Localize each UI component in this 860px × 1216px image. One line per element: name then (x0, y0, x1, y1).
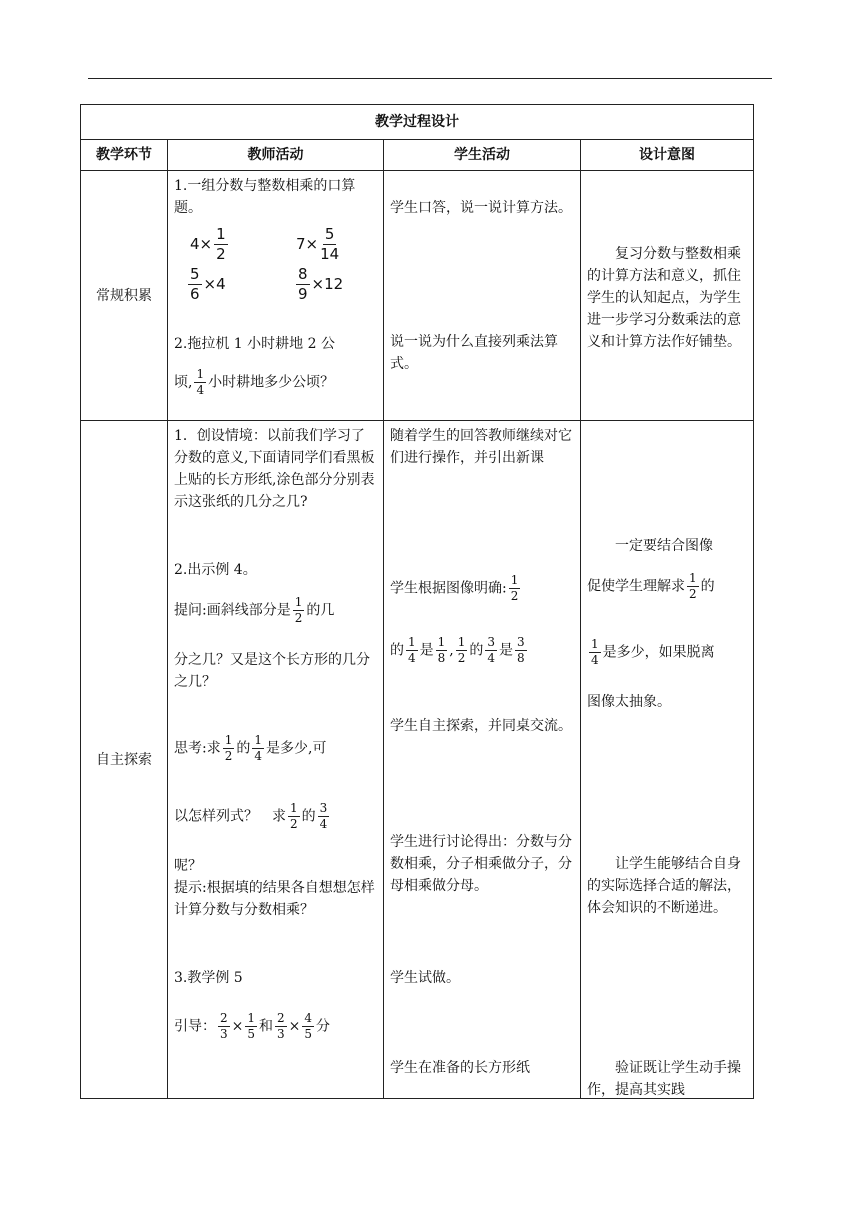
teacher-text: 提示:根据填的结果各自想想怎样计算分数与分数相乘？ (174, 880, 375, 918)
teacher-text: 以怎样列式？ 求 $\frac{1}{2}$ 的 $\frac{3}{4}$ (174, 801, 328, 831)
intent-text: $\frac{1}{4}$ 是多少，如果脱离 (591, 637, 715, 667)
lesson-design-table (80, 104, 754, 1099)
teacher-text: 1．创设情境：以前我们学习了分数的意义,下面请同学们看黑板上贴的长方形纸,涂色部分分别表示这张纸的几分之几? (174, 428, 375, 510)
student-text: 说一说为什么直接列乘法算式。 (390, 334, 558, 372)
teacher-text: 2.出示例 4。 (174, 562, 257, 578)
intent-text: 复习分数与整数相乘的计算方法和意义，抓住学生的认知起点，为学生进一步学习分数乘法的意义和计算方法作好铺垫。 (587, 246, 741, 350)
student-text: 的 $\frac{1}{4}$ 是 $\frac{1}{8}$ , $\frac{1}{2}$ 的 $\frac{3}{4}$ 是 $\frac{3}{8}$ (390, 635, 525, 665)
table-title: 教学过程设计 (81, 105, 754, 140)
oral-problem: 4× $\frac{1}{2}$ (190, 225, 226, 263)
student-text: 学生自主探索，并同桌交流。 (390, 718, 572, 734)
teacher-text: 2.拖拉机 1 小时耕地 2 公 (174, 336, 335, 352)
teacher-text: 3.教学例 5 (174, 970, 243, 986)
header-stage: 教学环节 (81, 140, 168, 171)
header-rule (88, 78, 772, 79)
student-text: 学生进行讨论得出：分数与分数相乘，分子相乘做分子，分母相乘做分母。 (390, 834, 572, 894)
student-activity-cell (384, 421, 581, 1099)
student-text: 学生根据图像明确: $\frac{1}{2}$ (390, 573, 519, 603)
oral-problem: $\frac{8}{9}$ ×12 (298, 265, 344, 303)
intent-text: 一定要结合图像 (615, 538, 713, 554)
teacher-text: 1.一组分数与整数相乘的口算题。 (174, 178, 356, 216)
header-intent: 设计意图 (581, 140, 754, 171)
oral-problem: 7× $\frac{5}{14}$ (296, 225, 340, 263)
teacher-text: 思考:求 $\frac{1}{2}$ 的 $\frac{1}{4}$ 是多少,可 (174, 733, 327, 763)
design-intent-cell (581, 421, 754, 1099)
student-text: 学生试做。 (390, 970, 460, 986)
design-intent-cell (581, 171, 754, 421)
teacher-text: 顷, $\frac{1}{4}$ 小时耕地多少公顷？ (174, 367, 335, 397)
teacher-activity-cell (168, 421, 384, 1099)
teacher-text: 提问:画斜线部分是 $\frac{1}{2}$ 的几 (174, 595, 335, 625)
intent-text: 图像太抽象。 (587, 694, 671, 710)
teacher-text: 呢？ (174, 858, 202, 874)
stage-cell: 常规积累 (81, 171, 168, 421)
teacher-text: 分之几？又是这个长方形的几分之几？ (174, 652, 370, 690)
student-activity-cell (384, 171, 581, 421)
student-text: 学生在准备的长方形纸 (390, 1060, 530, 1076)
intent-text: 验证既让学生动手操作，提高其实践 (587, 1060, 741, 1098)
table-row (81, 171, 754, 421)
teacher-activity-cell (168, 171, 384, 421)
intent-text: 促使学生理解求 $\frac{1}{2}$ 的 (587, 571, 715, 601)
intent-text: 让学生能够结合自身的实际选择合适的解法，体会知识的不断递进。 (587, 856, 741, 916)
header-student: 学生活动 (384, 140, 581, 171)
student-text: 随着学生的回答教师继续对它们进行操作，并引出新课 (390, 428, 572, 466)
teacher-text: 引导： $\frac{2}{3}$ × $\frac{1}{5}$ 和 $\frac{2}{3}$ × $\frac{4}{5}$ 分 (174, 1011, 331, 1041)
table-row (81, 421, 754, 1099)
stage-cell: 自主探索 (81, 421, 168, 1099)
header-teacher: 教师活动 (168, 140, 384, 171)
student-text: 学生口答，说一说计算方法。 (390, 200, 572, 216)
oral-problem: $\frac{5}{6}$ ×4 (190, 265, 226, 303)
